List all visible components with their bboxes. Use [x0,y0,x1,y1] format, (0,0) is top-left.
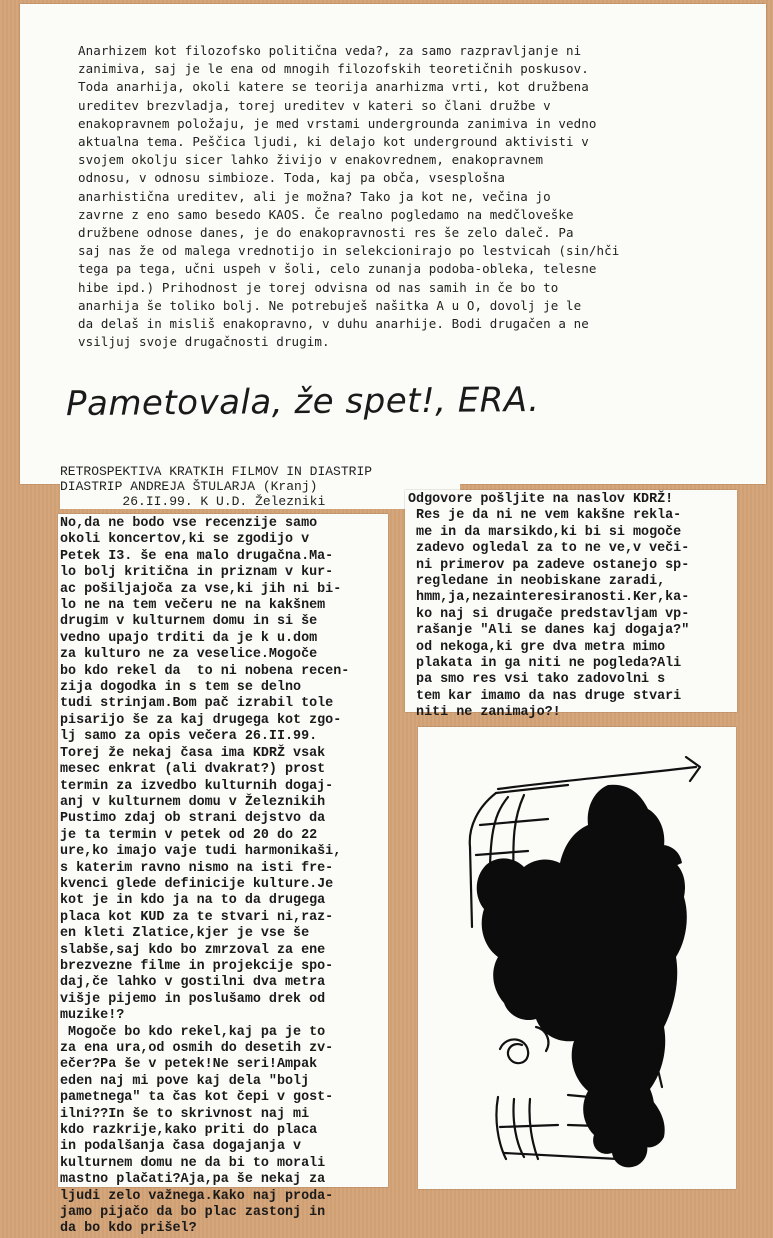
review-right-column-clipping [405,490,737,721]
review-left-column-text: No,da ne bodo vse recenzije samo okoli koncertov,ki se zgodijo v Petek I3. še ena malo drugačna.Ma- lo bolj kritična in priznam v kur- ac pošiljajoča za vse,ki jih ni bi- lo ne na tem večeru ne na kakšnem drugim v kulturnem domu in si še vedno upajo trditi da je k u.dom za kulturo ne za veselice.Mogoče bo kdo rekel da to ni nobena recen- zija dogodka in s tem se delno tudi strinjam.Bom pač izrabil tole pisarijo še za kaj drugega kot zgo- lj samo za opis večera 26.II.99. Torej že nekaj časa ima KDRŽ vsak mesec enkrat (ali dvakrat?) prost termin za izvedbo kulturnih dogaj- anj v kulturnem domu v Železnikih Pustimo zdaj ob strani dejstvo da je ta termin v petek od 20 do 22 ure,ko imajo vaje tudi harmonikaši, s katerim ravno nismo na isti fre- kvenci glede definicije kulture.Je kot je in kdo ja na to da drugega placa kot KUD za te stvari ni,raz- en kleti Zlatice,kjer je vse še slabše,saj kdo bo zmrzoval za ene brezvezne filme in projekcije spo- daj,če lahko v gostilni dva metra višje pijemo in poslušamo drek od muzike!? Mogoče bo kdo rekel,kaj pa je to za ena ura,od osmih do desetih zv- ečer?Pa še v petek!Ne seri!Ampak eden naj mi pove kaj dela "bolj pametnega" ta čas kot čepi v gost- ilni??In še to skrivnost naj mi kdo razkrije,kako priti do placa in podalšanja časa dogajanja v kulturnem domu ne da bi to morali mastno plačati?Aja,pa še nekaj za ljudi zelo važnega.Kako naj proda- jamo pijačo da bo plac zastonj in da bo kdo prišel? [60,516,350,1237]
essay-clipping [20,4,766,484]
handwritten-signature: Pametovala, že spet!, ERA. [65,379,540,425]
review-left-column-clipping [58,514,388,1237]
review-right-column-text: Odgovore pošljite na naslov KDRŽ! Res je da ni ne vem kakšne rekla- me in da marsikdo,ki bi si mogoče zadevo ogledal za to ne ve,v veči- ni primerov pa zadeve ostanejo sp- regledane in neobiskane zaradi, hmm,ja,nezainteresiranosti.Ker,ka- ko naj si drugače predstavljam vp- rašanje "Ali se danes kaj dogaja?" od nekoga,ki gre dva metra mimo plakata in ga niti ne pogleda?Ali pa smo res vsi tako zadovolni s tem kar imamo da nas druge stvari niti ne zanimajo?! [408,492,690,721]
retrospective-headline: RETROSPEKTIVA KRATKIH FILMOV IN DIASTRIP DIASTRIP ANDREJA ŠTULARJA (Kranj) 26.II.99. K U.D. Železniki [60,464,460,509]
ink-drawing-illustration [418,727,736,1189]
drawing-clipping [418,727,736,1189]
anarchism-essay-text: Anarhizem kot filozofsko politična veda?, za samo razpravljanje ni zanimiva, saj je le ena od mnogih filozofskih teoretičnih poskusov. Toda anarhija, okoli katere se teorija anarhizma vrti, kot družbena ureditev brezvladja, torej ureditev v kateri so člani družbe v enakopravnem položaju, je med vrstami undergrounda zanimiva in vedno aktualna tema. Peščica ljudi, ki delajo kot underground aktivisti v svojem okolju sicer lahko živijo v enakovrednem, enakopravnem odnosu, v odnosu simbioze. Toda, kaj pa obča, vsesplošna anarhistična ureditev, ali je možna? Tako ja kot ne, večina jo zavrne z eno samo besedo KAOS. Če realno pogledamo na medčloveške družbene odnose danes, je do enakopravnosti res še zelo daleč. Pa saj nas že od malega vrednotijo in selekcionirajo po lestvicah (sin/hči tega pa tega, učni uspeh v šoli, celo zunanja podoba-obleka, telesne hibe ipd.) Prihodnost je torej odvisna od nas samih in če bo to anarhija še toliko bolj. Ne potrebuješ našitka A u O, dovolj je le da delaš in misliš enakopravno, v duhu anarhije. Bodi drugačen a ne vsiljuj svoje drugačnosti drugim. [78,43,620,350]
